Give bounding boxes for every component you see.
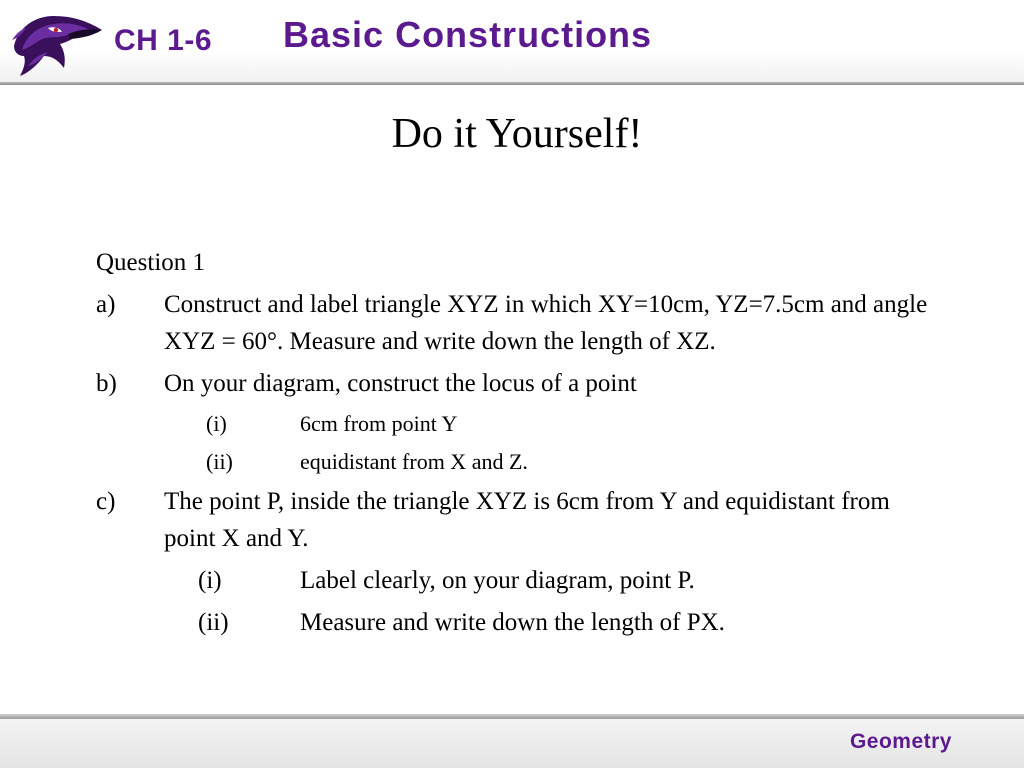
sub-item-text: Label clearly, on your diagram, point P. <box>300 567 695 594</box>
sub-item-text: equidistant from X and Z. <box>300 449 528 474</box>
item-text: The point P, inside the triangle XYZ is 6cm from Y and equidistant from point X and Y. <box>164 488 890 552</box>
sub-item-text: 6cm from point Y <box>300 411 458 436</box>
question-heading: Question 1 <box>96 249 206 276</box>
sub-item <box>206 445 956 478</box>
sub-item <box>206 407 956 440</box>
sub-item-text: Measure and write down the length of PX. <box>300 609 725 636</box>
footer-label: Geometry <box>849 730 952 753</box>
header-title: Basic Constructions <box>283 14 653 55</box>
question-content <box>96 244 956 646</box>
list-item <box>96 483 956 557</box>
item-text: Construct and label triangle XYZ in which XY=10cm, YZ=7.5cm and angle XYZ = 60°. Measure and write down the length of XZ. <box>164 291 928 355</box>
header-divider <box>0 82 1024 85</box>
list-item <box>96 286 956 360</box>
item-label: c) <box>96 488 116 515</box>
item-label: a) <box>96 291 116 318</box>
sub-item-label: (ii) <box>198 609 229 636</box>
item-label: b) <box>96 370 117 397</box>
raven-head-icon <box>8 6 108 78</box>
sub-item-label: (ii) <box>206 449 233 474</box>
sub-item-label: (i) <box>206 411 227 436</box>
sub-item-label: (i) <box>198 567 222 594</box>
sub-item <box>198 604 956 641</box>
list-item <box>96 365 956 402</box>
sub-item <box>198 562 956 599</box>
slide-title: Do it Yourself! <box>391 111 643 157</box>
chapter-label: CH 1-6 <box>114 24 213 57</box>
item-text: On your diagram, construct the locus of a point <box>164 370 637 397</box>
